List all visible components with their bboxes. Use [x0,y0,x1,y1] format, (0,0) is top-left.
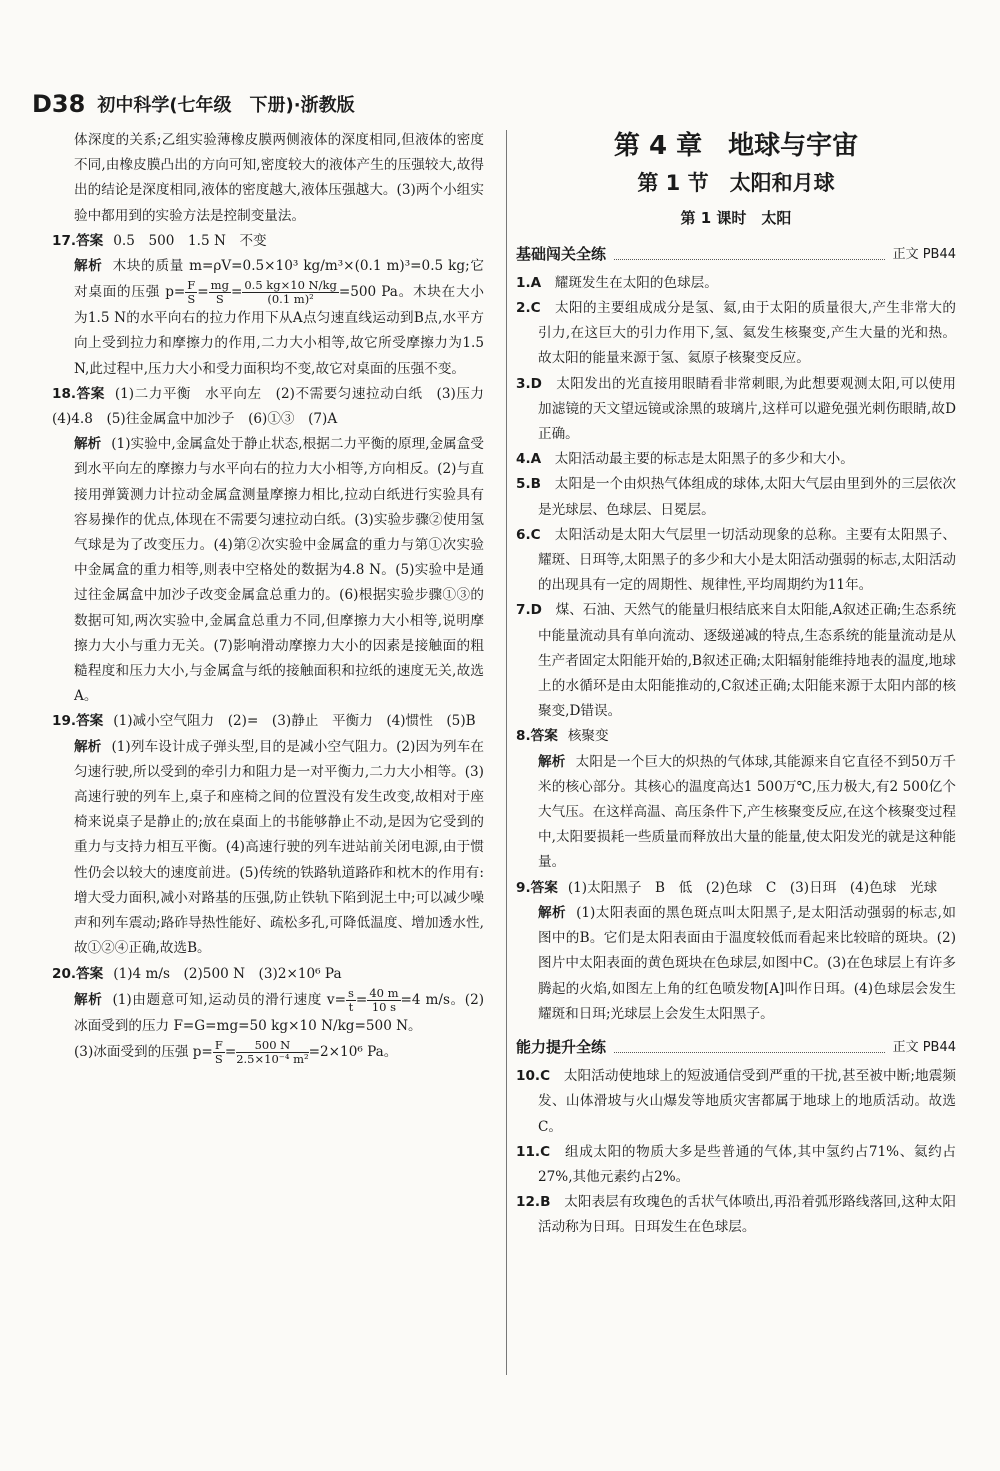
page-header [32,86,355,122]
list-item: 1.A 耀斑发生在太阳的色球层。 [516,274,718,291]
dotted-leader [614,249,885,260]
answer-text: 核聚变 [567,728,609,745]
question-17: 17.答案 0.5 500 1.5 N 不变 解析 木块的质量 m=ρV=0.5×10³ kg/m³×(0.1 m)³=0.5 kg;它对桌面的压强 p= $\frac{F}{S}$ = $\frac{mg}{S}$ = $\frac{0.5 kg\times 10 N/kg}{\text{(0.1 m)²}}$ =500 Pa。木块在大小为1.5 N的水平向右的拉力作用下从A点匀速直线运动到B点,水平方向上受到拉力和摩擦力的作用,二力大小相等,故它所受摩擦力为1.5 N,此过程中,压力大小和受力面积均不变,故它对桌面的压强不变。 [52,232,484,377]
answer-text: (1)二力平衡 水平向左 (2)不需要匀速拉动白纸 (3)压力 (4)4.8 (5)往金属盒中加沙子 (6)①③ (7)A [52,385,498,428]
lesson-title: 第 1 课时 太阳 [680,209,792,228]
list-item: 4.A 太阳活动最主要的标志是太阳黑子的多少和大小。 [516,451,854,468]
analysis-text: 木块的质量 m=ρV=0.5×10³ kg/m³×(0.1 m)³=0.5 kg;它对桌面的压强 p= [74,258,484,301]
analysis-text: 太阳是一个巨大的炽热的气体球,其能源来自它直径不到50万千米的核心部分。其核心的温度高达1 500万℃,压力极大,有2 500亿个大气压。在这样高温、高压条件下,产生核聚变反应,在这个核聚变过程中,太阳要损耗一些质量而释放出大量的能量,使太阳发光的就是这种能量。 [538,753,957,871]
page-reference: 正文 PB44 [892,1039,956,1055]
answer-label: 答案 [76,232,104,249]
analysis-label: 解析 [538,904,567,921]
analysis-label: 解析 [538,753,566,770]
answer-list-basic [516,271,956,725]
answer-label: 答案 [76,713,104,730]
section-bar-advanced [516,1035,956,1060]
question-number: 17. [52,232,77,249]
fraction: $\frac{mg}{S}$ [210,278,229,307]
bar-title: 基础闯关全练 [516,244,607,263]
analysis-label: 解析 [74,991,103,1008]
fraction: $\frac{500 N}{\text{2.5×10⁻⁴ m²}}$ [236,1037,309,1066]
left-column [52,128,498,1066]
list-item: 7.D 煤、石油、天然气的能量归根结底来自太阳能,A叙述正确;生态系统中能量流动具有单向流动、逐级递减的特点,生态系统的能量流动是从生产者固定太阳能开始的,B叙述正确;太阳辐射能维持地表的温度,地球上的水循环是由太阳能推动的,C叙述正确;太阳能来源于太阳内部的核聚变,D错误。 [516,602,957,720]
analysis-text: =500 Pa。木块在大小为1.5 N的水平向右的拉力作用下从A点匀速直线运动到B点,水平方向上受到拉力和摩擦力的作用,二力大小相等,故它所受摩擦力为1.5 N,此过程中,压力大小和受力面积均不变,故它对桌面的压强不变。 [74,284,484,377]
analysis-label: 解析 [74,258,103,275]
answer-label: 答案 [530,879,558,896]
chapter-title: 第 4 章 地球与宇宙 [613,131,859,161]
question-19 [52,709,484,961]
column-divider [506,130,507,1375]
question-number: 20. [52,965,77,982]
list-item: 11.C 组成太阳的物质大多是些普通的气体,其中氢约占71%、氦约占27%,其他元素约占2%。 [516,1143,957,1185]
analysis-text: (1)由题意可知,运动员的滑行速度 v= [112,991,347,1008]
answer-text: (1)4 m/s (2)500 N (3)2×10⁶ Pa [113,965,342,982]
analysis-text: =2×10⁶ Pa。 [308,1043,398,1060]
question-8: 8.答案 核聚变 解析 太阳是一个巨大的炽热的气体球,其能源来自它直径不到50万千米的核心部分。其核心的温度高达1 500万℃,压力极大,有2 500亿个大气压。在这样高温、高压条件下,产生核聚变反应,在这个核聚变过程中,太阳要损耗一些质量而释放出大量的能量,使太阳发光的就是这种能量。 [516,728,957,871]
answer-text: (1)太阳黑子 B 低 (2)色球 C (3)日珥 (4)色球 光球 [567,879,938,896]
section-bar-basic [516,242,956,267]
fraction: $\frac{s}{t}$ [348,985,354,1014]
answer-text: 0.5 500 1.5 N 不变 [113,232,267,249]
analysis-label: 解析 [74,738,102,755]
fraction: $\frac{F}{S}$ [214,1037,223,1066]
question-number: 18. [52,385,77,402]
answer-label: 答案 [76,965,104,982]
list-item: 5.B 太阳是一个由炽热气体组成的球体,太阳大气层由里到外的三层依次是光球层、色球层、日冕层。 [516,476,956,518]
section-title: 第 1 节 太阳和月球 [637,171,835,196]
fraction: $\frac{0.5 kg\times 10 N/kg}{\text{(0.1 m)²}}$ [244,278,337,307]
answer-label: 答案 [76,385,105,402]
fraction: $\frac{40 m}{10 s}$ [369,985,399,1014]
book-title: 初中科学(七年级 下册)·浙教版 [97,95,355,116]
question-20: 20.答案 (1)4 m/s (2)500 N (3)2×10⁶ Pa 解析 (1)由题意可知,运动员的滑行速度 v= $\frac{s}{t}$ = $\frac{40 m}{10 s}$ =4 m/s。(2)冰面受到的压力 F=G=mg=50 kg×10 N/kg=500 N。 (3)冰面受到的压强 p= $\frac{F}{S}$ = $\frac{500 N}{\text{2.5×10⁻⁴ m²}}$ =2×10⁶ Pa。 [52,965,485,1066]
analysis-label: 解析 [74,436,102,453]
dotted-leader [614,1042,885,1053]
answer-list-advanced [516,1064,956,1240]
analysis-text: (3)冰面受到的压强 p= [74,1043,213,1060]
list-item: 3.D 太阳发出的光直接用眼睛看非常刺眼,为此想要观测太阳,可以使用加滤镜的天文望远镜或涂黑的玻璃片,这样可以避免强光刺伤眼睛,故D正确。 [516,375,957,443]
continued-text: 体深度的关系;乙组实验薄橡皮膜两侧液体的深度相同,但液体的密度不同,由橡皮膜凸出的方向可知,密度较大的液体产生的压强较大,故得出的结论是深度相同,液体的密度越大,液体压强越大。(3)两个小组实验中都用到的实验方法是控制变量法。 [74,132,484,224]
list-item: 12.B 太阳表层有玫瑰色的舌状气体喷出,再沿着弧形路线落回,这种太阳活动称为日珥。日珥发生在色球层。 [516,1194,957,1236]
answer-text: (1)减小空气阻力 (2)= (3)静止 平衡力 (4)惯性 (5)B [113,713,476,730]
list-item: 10.C 太阳活动使地球上的短波通信受到严重的干扰,甚至被中断;地震频发、山体滑坡与火山爆发等地质灾害都属于地球上的地质活动。故选C。 [516,1068,956,1135]
page-number: D38 [32,90,86,118]
question-18 [52,382,498,710]
answer-label: 答案 [530,728,558,745]
list-item: 2.C 太阳的主要组成成分是氢、氦,由于太阳的质量很大,产生非常大的引力,在这巨大的引力作用下,氢、氦发生核聚变,产生大量的光和热。故太阳的能量来源于氢、氦原子核聚变反应。 [516,300,957,367]
page-reference: 正文 PB44 [892,246,956,262]
list-item: 6.C 太阳活动是太阳大气层里一切活动现象的总称。主要有太阳黑子、耀斑、日珥等,太阳黑子的多少和大小是太阳活动强弱的标志,太阳活动的出现具有一定的周期性、规律性,平均周期约为11年。 [516,526,957,594]
analysis-text: (1)实验中,金属盒处于静止状态,根据二力平衡的原理,金属盒受到水平向左的摩擦力与水平向右的拉力大小相等,方向相反。(2)与直接用弹簧测力计拉动金属盒测量摩擦力相比,拉动白纸进行实验具有容易操作的优点,体现在不需要匀速拉动白纸。(3)实验步骤②使用氢气球是为了改变压力。(4)第②次实验中金属盒的重力与第①次实验中金属盒的重力相等,则表中空格处的数据为4.8 N。(5)实验中是通过往金属盒中加沙子改变金属盒总重力的。(6)根据实验步骤①③的数据可知,两次实验中,金属盒总重力不同,但摩擦力大小相等,说明摩擦力大小与重力无关。(7)影响滑动摩擦力大小的因素是接触面的粗糙程度和压力大小,与金属盒与纸的接触面积和拉纸的速度无关,故选A。 [74,436,485,705]
bar-title: 能力提升全练 [516,1037,607,1056]
analysis-text: (1)列车设计成子弹头型,目的是减小空气阻力。(2)因为列车在匀速行驶,所以受到的牵引力和阻力是一对平衡力,二力大小相等。(3)高速行驶的列车上,桌子和座椅之间的位置没有发生改变,故相对于座椅来说桌子是静止的;放在桌面上的书能够静止不动,是因为它受到的重力与支持力相互平衡。(4)高速行驶的列车进站前关闭电源,由于惯性仍会以较大的速度前进。(5)传统的铁路轨道路砟和枕木的作用有:增大受力面积,减小对路基的压强,防止铁轨下陷到泥土中;可以减少噪声和列车震动;路砟导热性能好、疏松多孔,可降低温度、增加透水性,故①②④正确,故选B。 [74,738,484,957]
question-number: 19. [52,713,77,730]
analysis-text: =4 m/s。(2)冰面受到的压力 F=G=mg=50 kg×10 N/kg=500 N。 [74,991,485,1034]
question-9: 9.答案 (1)太阳黑子 B 低 (2)色球 C (3)日珥 (4)色球 光球 解析 (1)太阳表面的黑色斑点叫太阳黑子,是太阳活动强弱的标志,如图中的B。它们是太阳表面由于温度较低而看起来比较暗的斑块。(2)图片中太阳表面的黄色斑块在色球层,如图中C。(3)在色球层上有许多腾起的火焰,如图左上角的红色喷发物[A]叫作日珥。(4)色球层会发生耀斑和日珥;光球层上会发生太阳黑子。 [516,879,956,1022]
fraction: $\frac{F}{S}$ [187,278,196,307]
right-column [516,128,956,1241]
analysis-text: (1)太阳表面的黑色斑点叫太阳黑子,是太阳活动强弱的标志,如图中的B。它们是太阳表面由于温度较低而看起来比较暗的斑块。(2)图片中太阳表面的黄色斑块在色球层,如图中C。(3)在色球层上有许多腾起的火焰,如图左上角的红色喷发物[A]叫作日珥。(4)色球层会发生耀斑和日珥;光球层上会发生太阳黑子。 [538,904,956,1022]
